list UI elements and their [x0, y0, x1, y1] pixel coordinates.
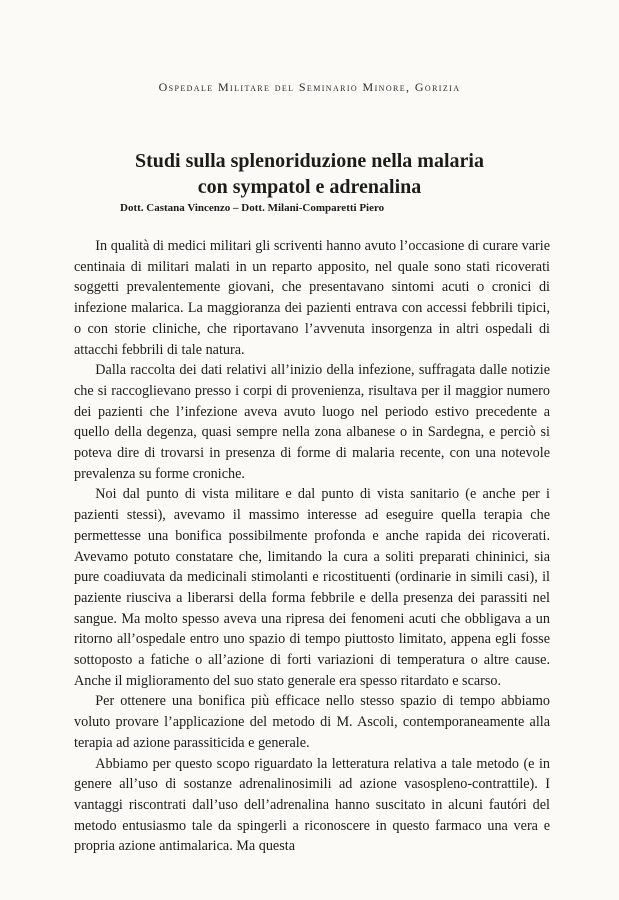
paragraph-5: Abbiamo per questo scopo riguardato la letteratura relativa a tale metodo (e in genere all’uso di sostanze adrenalinosimili ad azione vasospleno-contrattile). I vantaggi riscontrati dall’uso dell’adrenalina hanno suscitato in alcuni fautóri del metodo entusiasmo tale da spingerli a riconoscere in questo farmaco una vera e propria azione antimalarica. Ma questa — [74, 755, 550, 855]
paragraph-4: Per ottenere una bonifica più efficace nello stesso spazio di tempo abbiamo voluto provare l’applicazione del metodo di M. Ascoli, contemporaneamente alla terapia ad azione parassiticida e generale. — [74, 693, 550, 751]
paragraph-3: Noi dal punto di vista militare e dal punto di vista sanitario (e anche per i pazienti stessi), avevamo il massimo interesse ad eseguire quella terapia che permettesse una bonifica possibilmente profonda e anche rapida dei ricoverati. Avevamo potuto constatare che, limitando la cura a soliti preparati chininici, sia pure coadiuvata da medicinali stimolanti e ricostituenti (ordinarie in simili casi), il paziente riusciva a liberarsi della forma febbrile e della presenza dei parassiti nel sangue. Ma molto spesso aveva una ripresa dei fenomeni acuti che obbligava a un ritorno all’ospedale entro uno spazio di tempo piuttosto limitato, appena egli fosse sottoposto a fatiche o all’azione di forti variazioni di temperatura o altre cause. Anche il miglioramento del suo stato generale era spesso ritardato e scarso. — [74, 486, 550, 689]
article-body — [74, 236, 550, 857]
paragraph-1: In qualità di medici militari gli scriventi hanno avuto l’occasione di curare varie centinaia di militari malati in un reparto apposito, nel quale sono stati ricoverati soggetti prevalentemente giovani, che presentavano sintomi acuti o cronici di infezione malarica. La maggioranza dei pazienti entrava con accessi febbrili tipici, o con storie cliniche, che riportavano l’avvenuta insorgenza in altri ospedali di attacchi febbrili di tale natura. — [74, 238, 550, 358]
paragraph-2: Dalla raccolta dei dati relativi all’inizio della infezione, suffragata dalle notizie che si raccoglievano presso i corpi di provenienza, risultava per il maggior numero dei pazienti che l’infezione aveva avuto luogo nel periodo estivo precedente a quello della degenza, quasi sempre nella zona albanese o in Sardegna, e perciò si poteva dire di trovarsi in presenza di forme di malaria recente, con una notevole prevalenza su forme croniche. — [74, 362, 550, 482]
title-line-1: Studi sulla splenoriduzione nella malaria — [135, 150, 484, 172]
article-title — [0, 148, 619, 200]
title-line-2: con sympatol e adrenalina — [197, 176, 422, 198]
authors-line: Dott. Castana Vincenzo – Dott. Milani-Comparetti Piero — [120, 202, 385, 214]
institution-header: Ospedale Militare del Seminario Minore, Gorizia — [158, 80, 461, 94]
